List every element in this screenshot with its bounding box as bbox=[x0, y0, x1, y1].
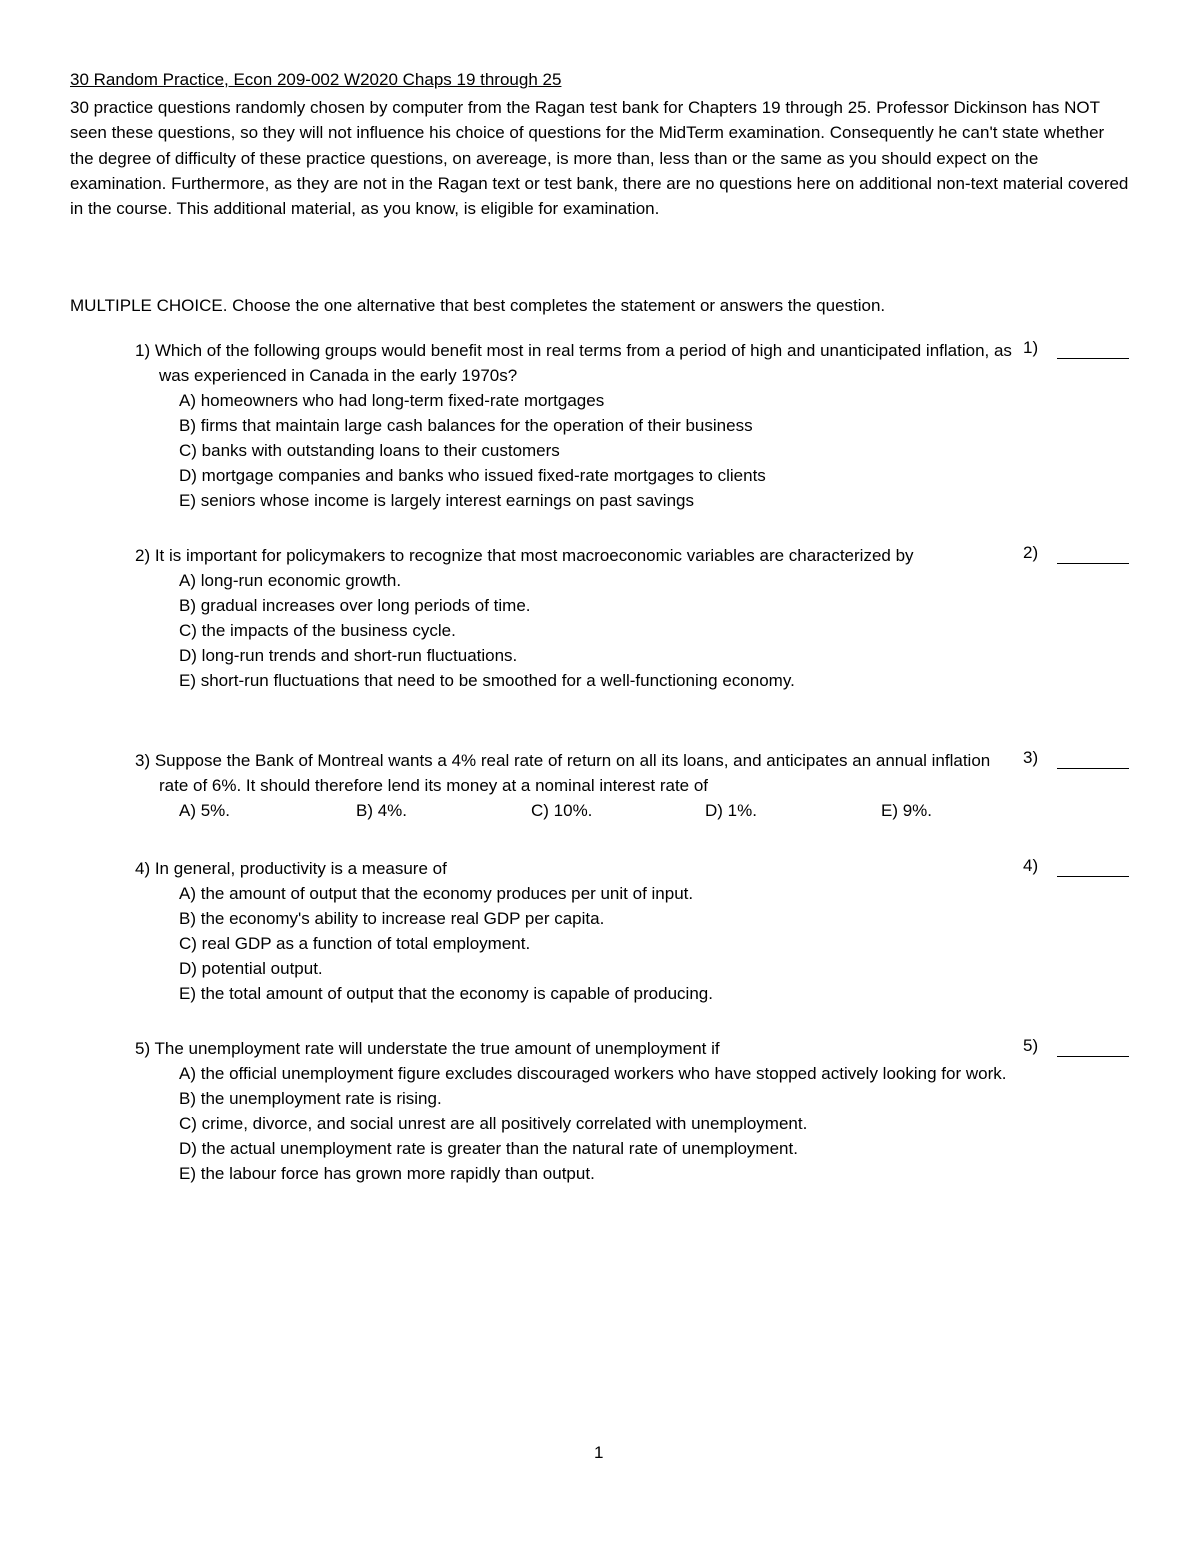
option-a: A) homeowners who had long-term fixed-rate mortgages bbox=[179, 391, 605, 410]
answer-number: 2) bbox=[1023, 543, 1039, 562]
options-list bbox=[135, 1061, 1135, 1186]
question-1 bbox=[135, 338, 1135, 513]
answer-blank[interactable] bbox=[1057, 1056, 1129, 1057]
question-stem: 4) In general, productivity is a measure of bbox=[135, 859, 447, 878]
answer-number: 3) bbox=[1023, 748, 1039, 767]
option-e: E) 9%. bbox=[881, 801, 933, 820]
answer-blank[interactable] bbox=[1057, 876, 1129, 877]
section-header: MULTIPLE CHOICE. Choose the one alternative that best completes the statement or answers the question. bbox=[70, 296, 886, 315]
option-b: B) 4%. bbox=[356, 801, 408, 820]
question-stem: 1) Which of the following groups would benefit most in real terms from a period of high and unanticipated inflation, as was experienced in Canada in the early 1970s? bbox=[135, 341, 1012, 385]
options-list bbox=[135, 798, 1135, 823]
option-a: A) long-run economic growth. bbox=[179, 571, 402, 590]
option-c: C) 10%. bbox=[531, 801, 593, 820]
option-d: D) potential output. bbox=[179, 959, 323, 978]
intro-paragraph: 30 practice questions randomly chosen by computer from the Ragan test bank for Chapters 19 through 25. Professor Dickinson has NOT seen these questions, so they will not influence his choice of questions for the MidTerm examination. Consequently he can't state whether the degree of difficulty of these practice questions, on avereage, is more than, less than or the same as you should expect on the examination. Furthermore, as they are not in the Ragan text or test bank, there are no questions here on additional non-text material covered in the course. This additional material, as you know, is eligible for examination. bbox=[70, 98, 1129, 219]
question-3 bbox=[135, 748, 1135, 823]
option-c: C) the impacts of the business cycle. bbox=[179, 621, 456, 640]
option-c: C) banks with outstanding loans to their customers bbox=[179, 441, 560, 460]
question-stem: 2) It is important for policymakers to recognize that most macroeconomic variables are characterized by bbox=[135, 546, 914, 565]
option-e: E) the total amount of output that the economy is capable of producing. bbox=[179, 984, 713, 1003]
question-stem: 5) The unemployment rate will understate the true amount of unemployment if bbox=[135, 1039, 720, 1058]
option-c: C) real GDP as a function of total employment. bbox=[179, 934, 531, 953]
options-list bbox=[135, 881, 1135, 1006]
question-2 bbox=[135, 543, 1135, 693]
answer-number: 5) bbox=[1023, 1036, 1039, 1055]
option-d: D) long-run trends and short-run fluctuations. bbox=[179, 646, 518, 665]
options-list bbox=[135, 568, 1135, 693]
question-stem: 3) Suppose the Bank of Montreal wants a 4% real rate of return on all its loans, and anticipates an annual inflation rate of 6%. It should therefore lend its money at a nominal interest rate of bbox=[135, 751, 991, 795]
page-number: 1 bbox=[594, 1443, 604, 1462]
option-b: B) the unemployment rate is rising. bbox=[179, 1089, 442, 1108]
answer-number: 4) bbox=[1023, 856, 1039, 875]
option-e: E) seniors whose income is largely interest earnings on past savings bbox=[179, 491, 694, 510]
answer-blank[interactable] bbox=[1057, 768, 1129, 769]
answer-number: 1) bbox=[1023, 338, 1039, 357]
answer-blank[interactable] bbox=[1057, 563, 1129, 564]
option-b: B) the economy's ability to increase real GDP per capita. bbox=[179, 909, 605, 928]
question-4 bbox=[135, 856, 1135, 1006]
option-b: B) gradual increases over long periods of time. bbox=[179, 596, 531, 615]
answer-blank[interactable] bbox=[1057, 358, 1129, 359]
option-d: D) the actual unemployment rate is greater than the natural rate of unemployment. bbox=[179, 1139, 798, 1158]
document-title: 30 Random Practice, Econ 209-002 W2020 Chaps 19 through 25 bbox=[70, 70, 562, 89]
options-list bbox=[135, 388, 1135, 513]
option-d: D) mortgage companies and banks who issued fixed-rate mortgages to clients bbox=[179, 466, 766, 485]
option-c: C) crime, divorce, and social unrest are all positively correlated with unemployment. bbox=[179, 1114, 808, 1133]
option-b: B) firms that maintain large cash balances for the operation of their business bbox=[179, 416, 753, 435]
option-a: A) 5%. bbox=[179, 801, 231, 820]
option-e: E) the labour force has grown more rapidly than output. bbox=[179, 1164, 595, 1183]
option-d: D) 1%. bbox=[705, 801, 757, 820]
option-e: E) short-run fluctuations that need to be smoothed for a well-functioning economy. bbox=[179, 671, 795, 690]
question-5 bbox=[135, 1036, 1135, 1186]
option-a: A) the official unemployment figure excludes discouraged workers who have stopped actively looking for work. bbox=[179, 1064, 1007, 1083]
option-a: A) the amount of output that the economy produces per unit of input. bbox=[179, 884, 694, 903]
